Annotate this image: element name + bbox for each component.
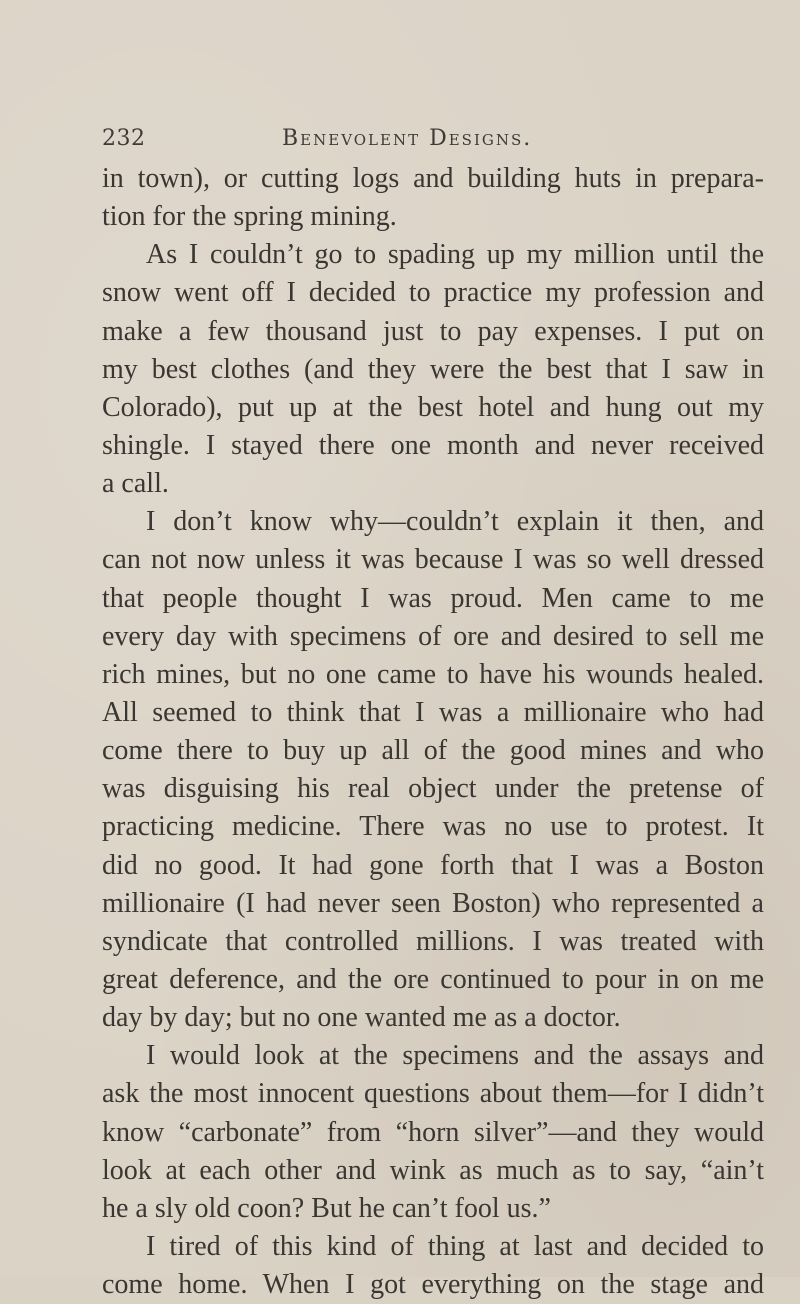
text-line: every day with specimens of ore and desired to sell me xyxy=(102,620,764,652)
text-line: great deference, and the ore continued to pour in on me xyxy=(102,963,764,995)
text-line: did no good. It had gone forth that I was a Boston xyxy=(102,849,764,881)
text-line: snow went off I decided to practice my profession and xyxy=(102,277,764,309)
text-line: can not now unless it was because I was so well dressed xyxy=(102,544,764,576)
text-line: come home. When I got everything on the stage and xyxy=(102,1269,764,1301)
running-head: Benevolent Designs. xyxy=(282,126,533,151)
text-line: shingle. I stayed there one month and never received xyxy=(102,429,764,461)
text-line: my best clothes (and they were the best that I saw in xyxy=(102,353,764,385)
text-line: day by day; but no one wanted me as a doctor. xyxy=(102,1002,621,1034)
text-line: I tired of this kind of thing at last and decided to xyxy=(146,1230,764,1262)
text-line: millionaire (I had never seen Boston) who represented a xyxy=(102,887,764,919)
text-line: practicing medicine. There was no use to protest. It xyxy=(102,811,764,843)
text-line: As I couldn’t go to spading up my million until the xyxy=(146,239,764,271)
text-line: he a sly old coon? But he can’t fool us.” xyxy=(102,1192,551,1224)
page-header xyxy=(102,122,762,162)
text-line: rich mines, but no one came to have his wounds healed. xyxy=(102,658,764,690)
text-line: Colorado), put up at the best hotel and hung out my xyxy=(102,391,764,423)
text-line: in town), or cutting logs and building huts in prepara- xyxy=(102,163,764,194)
text-line: make a few thousand just to pay expenses. I put on xyxy=(102,315,764,347)
text-line: know “carbonate” from “horn silver”—and they would xyxy=(102,1116,764,1148)
page-number: 232 xyxy=(102,126,146,151)
text-line: I would look at the specimens and the assays and xyxy=(146,1040,764,1072)
text-line: look at each other and wink as much as to say, “ain’t xyxy=(102,1154,764,1186)
text-line: I don’t know why—couldn’t explain it then, and xyxy=(146,506,764,538)
text-line: All seemed to think that I was a millionaire who had xyxy=(102,696,764,728)
body-text xyxy=(102,160,764,1304)
text-line: syndicate that controlled millions. I was treated with xyxy=(102,925,764,957)
text-line: ask the most innocent questions about them—for I didn’t xyxy=(102,1078,764,1110)
text-line: a call. xyxy=(102,468,169,500)
text-line: that people thought I was proud. Men came to me xyxy=(102,582,764,614)
text-line: was disguising his real object under the pretense of xyxy=(102,773,764,805)
text-line: come there to buy up all of the good mines and who xyxy=(102,735,764,767)
text-line: tion for the spring mining. xyxy=(102,201,397,233)
